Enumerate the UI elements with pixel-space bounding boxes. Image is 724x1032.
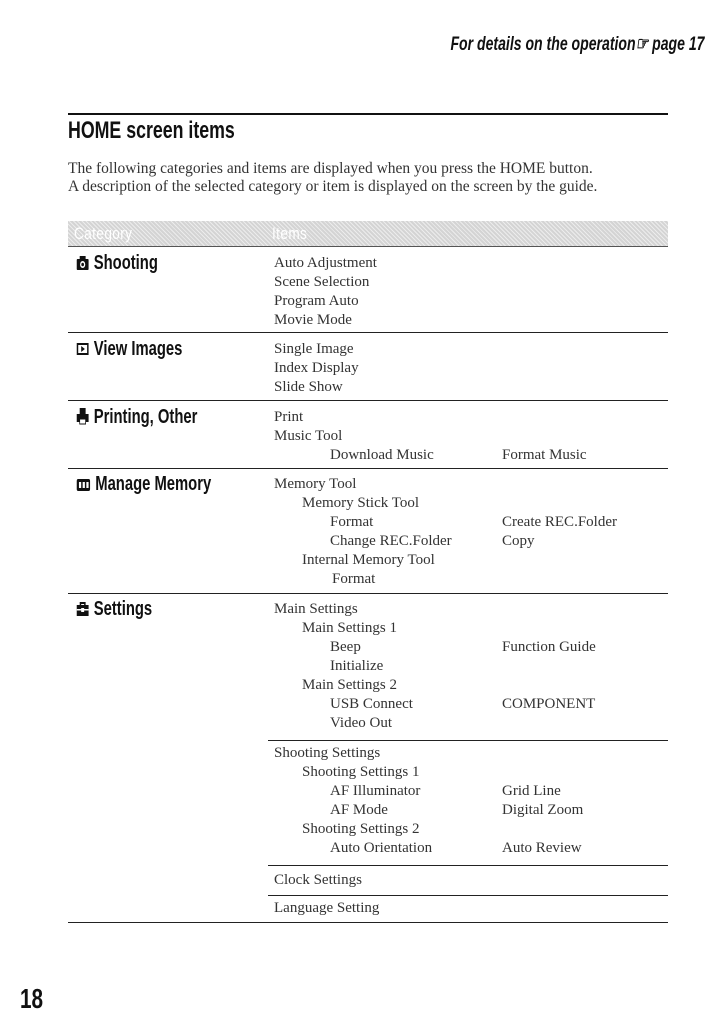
list-item: Single Image (274, 341, 354, 357)
list-item: Function Guide (502, 639, 596, 655)
list-item: Main Settings 1 (302, 620, 398, 636)
toolbox-icon (76, 600, 89, 623)
category-label: Manage Memory (95, 473, 212, 495)
list-item: Shooting Settings (274, 745, 381, 761)
sub-divider (268, 895, 668, 896)
list-item: Video Out (330, 715, 393, 731)
list-item: Print (274, 409, 304, 425)
page-header-reference: For details on the operation☞ page 17 (450, 34, 705, 55)
list-item: Change REC.Folder (330, 533, 452, 549)
list-item: Format (332, 571, 376, 587)
intro-line: A description of the selected category or item is displayed on the screen by the guide. (68, 178, 598, 195)
list-item: Shooting Settings 1 (302, 764, 420, 780)
list-item: Clock Settings (274, 872, 362, 888)
sub-divider (268, 865, 668, 866)
category-printing-other (76, 406, 197, 431)
list-item: Language Setting (274, 900, 380, 916)
list-item: Format Music (502, 447, 587, 463)
list-item: Auto Adjustment (274, 255, 377, 271)
category-manage-memory (76, 473, 211, 498)
printer-icon (76, 407, 89, 431)
list-item: Slide Show (274, 379, 343, 395)
category-label: Printing, Other (93, 406, 198, 428)
category-settings (76, 598, 152, 623)
list-item: Program Auto (274, 293, 359, 309)
intro-line: The following categories and items are displayed when you press the HOME button. (68, 160, 593, 177)
row-divider (68, 400, 668, 401)
memory-card-icon (76, 475, 91, 498)
sub-divider (268, 740, 668, 741)
list-item: Shooting Settings 2 (302, 821, 420, 837)
category-label: View Images (93, 338, 183, 360)
row-divider (68, 593, 668, 594)
list-item: Main Settings 2 (302, 677, 398, 693)
page-number: 18 (20, 983, 44, 1014)
list-item: Download Music (330, 447, 434, 463)
list-item: Beep (330, 639, 361, 655)
list-item: Memory Stick Tool (302, 495, 420, 511)
table-bottom-rule (68, 922, 668, 923)
list-item: Create REC.Folder (502, 514, 617, 530)
list-item: Memory Tool (274, 476, 357, 492)
list-item: AF Illuminator (330, 783, 421, 799)
list-item: Index Display (274, 360, 359, 376)
row-divider (68, 468, 668, 469)
list-item: Initialize (330, 658, 384, 674)
view-images-icon (76, 340, 89, 363)
column-header-items: Items (272, 224, 308, 243)
camera-icon (76, 254, 89, 277)
list-item: Format (330, 514, 374, 530)
list-item: Internal Memory Tool (302, 552, 435, 568)
section-title: HOME screen items (68, 117, 235, 144)
category-view-images (76, 338, 182, 363)
list-item: Auto Orientation (330, 840, 433, 856)
section-rule (68, 113, 668, 115)
list-item: Grid Line (502, 783, 561, 799)
list-item: Scene Selection (274, 274, 370, 290)
list-item: AF Mode (330, 802, 388, 818)
list-item: Music Tool (274, 428, 343, 444)
column-header-category: Category (74, 224, 133, 243)
intro-paragraph (68, 160, 597, 196)
category-label: Settings (93, 598, 153, 620)
table-header (68, 221, 668, 247)
list-item: Main Settings (274, 601, 358, 617)
category-label: Shooting (93, 252, 158, 274)
list-item: Movie Mode (274, 312, 352, 328)
list-item: COMPONENT (502, 696, 596, 712)
list-item: Digital Zoom (502, 802, 584, 818)
list-item: Copy (502, 533, 535, 549)
list-item: USB Connect (330, 696, 413, 712)
category-shooting (76, 252, 158, 277)
row-divider (68, 332, 668, 333)
list-item: Auto Review (502, 840, 582, 856)
